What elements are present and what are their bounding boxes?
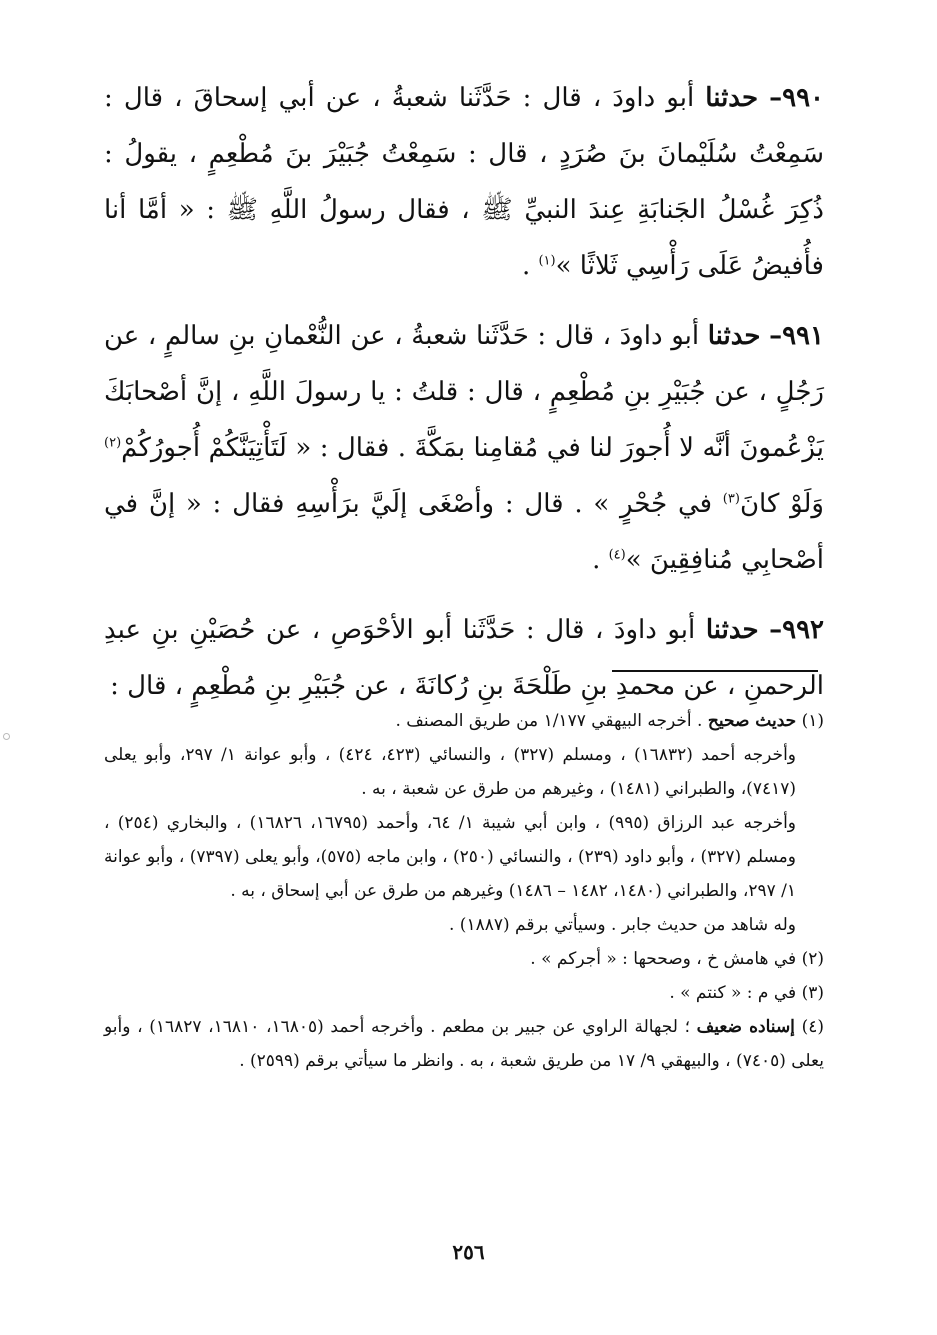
- footnote-separator: [612, 670, 818, 672]
- hadith-number: ٩٩١–: [769, 321, 824, 351]
- footnote-3: [104, 976, 824, 1010]
- hadith-text-cont: في جُحْرٍ » . قال : وأصْغَى إلَيَّ برَأْسِهِ فقال : « إنَّ في أصْحابِي مُنافِقِينَ »: [104, 489, 824, 575]
- footnote-ref[interactable]: (٤): [608, 547, 626, 563]
- footnote-1-paragraph: وأخرجه عبد الرزاق (٩٩٥) ، وابن أبي شيبة ١/ ٦٤، وأحمد (١٦٧٩٥، ١٦٨٢٦) ، والبخاري (٢٥٤) ، ومسلم (٣٢٧) ، وأبو داود (٢٣٩) ، والنسائي (٢٥٠) ، وابن ماجه (٥٧٥)، وأبو يعلى (٧٣٩٧) ، وأبو عوانة ١/ ٢٩٧، والطبراني (١٤٨٠، ١٤٨٢ – ١٤٨٦) وغيرهم من طرق عن أبي إسحاق ، به .: [104, 813, 797, 901]
- hadith-end: .: [521, 251, 539, 281]
- footnote-label: (٣): [801, 983, 824, 1003]
- hadith-text-cont: وَلَوْ كانَ: [739, 489, 824, 519]
- footnote-1: [104, 704, 824, 738]
- hadith-opening: حدثنا: [707, 321, 761, 351]
- footnote-text: في هامش خ ، وصححها : « أجركم » .: [530, 949, 797, 969]
- hadith-text: أبو داودَ ، قال : حَدَّثَنا شعبةُ ، عن النُّعْمانِ بنِ سالمٍ ، عن رَجُلٍ ، عن جُبَيْرِ بنِ مُطْعِمٍ ، قال : قلتُ : يا رسولَ اللَّهِ ، إنَّ أصْحابَكَ يَزْعُمونَ أنَّه لا أُجورَ لنا في مُقامِنا بمَكَّةَ . فقال : « لَتَأْتِيَنَّكُمْ أُجورُكُمْ: [104, 321, 824, 463]
- hadith-text: أبو داودَ ، قال : حَدَّثَنا شعبةُ ، عن أبي إسحاقَ ، قال : سَمِعْتُ سُلَيْمانَ بنَ صُرَدٍ ، قال : سَمِعْتُ جُبَيْرَ بنَ مُطْعِمٍ ، يقولُ : ذُكِرَ غُسْلُ الجَنابَةِ عِندَ النبيِّ ﷺ ، فقال رسولُ اللَّهِ ﷺ : « أمَّا أنا فأُفيضُ عَلَى رَأْسِي ثَلاثًا »: [104, 83, 824, 281]
- page-number: ٢٥٦: [452, 1240, 485, 1264]
- footnote-ref[interactable]: (١): [538, 253, 556, 269]
- footnotes: [104, 704, 824, 1078]
- margin-circle-mark: [3, 733, 10, 740]
- footnote-text: في م : « كنتم » .: [669, 983, 797, 1003]
- hadith-entry-990: [104, 70, 824, 294]
- hadith-entry-992: [104, 602, 824, 714]
- footnote-ref[interactable]: (٣): [722, 491, 740, 507]
- footnote-label: (١): [801, 711, 824, 731]
- hadith-number: ٩٩٠–: [769, 83, 825, 113]
- footnote-1-paragraph: وأخرجه أحمد (١٦٨٣٢) ، ومسلم (٣٢٧) ، والنسائي (٤٢٣، ٤٢٤) ، وأبو عوانة ١/ ٢٩٧، وأبو يعلى (٧٤١٧)، والطبراني (١٤٨١) ، وغيرهم من طرق عن شعبة ، به .: [104, 745, 796, 799]
- hadith-opening: حدثنا: [705, 615, 759, 645]
- main-text: [104, 70, 824, 728]
- footnote-text: . أخرجه البيهقي ١/١٧٧ من طريق المصنف .: [395, 711, 703, 731]
- footnote-1-paragraph: وله شاهد من حديث جابر . وسيأتي برقم (١٨٨٧) .: [449, 915, 796, 935]
- footnote-ref[interactable]: (٢): [104, 435, 122, 451]
- footnote-2: [104, 942, 824, 976]
- footnote-text: ؛ لجهالة الراوي عن جبير بن مطعم . وأخرجه أحمد (١٦٨٠٥، ١٦٨١٠، ١٦٨٢٧) ، وأبو يعلى (٧٤٠٥) ، والبيهقي ٩/ ١٧ من طريق شعبة ، به . وانظر ما سيأتي برقم (٢٥٩٩) .: [104, 1017, 824, 1071]
- hadith-end: .: [592, 545, 609, 575]
- hadith-entry-991: [104, 308, 824, 588]
- hadith-text: أبو داودَ ، قال : حَدَّثَنا أبو الأحْوَصِ ، عن حُصَيْنِ بنِ عبدِ الرحمنِ ، عن محمدِ بنِ طَلْحَةَ بنِ رُكانَةَ ، عن جُبَيْرِ بنِ مُطْعِمٍ ، قال :: [104, 615, 824, 701]
- grading: حديث صحيح: [707, 711, 797, 731]
- footnote-4: [104, 1010, 824, 1078]
- footnote-label: (٤): [801, 1017, 824, 1037]
- hadith-opening: حدثنا: [705, 83, 759, 113]
- grading: إسناده ضعيف: [696, 1017, 795, 1037]
- footnote-label: (٢): [801, 949, 824, 969]
- hadith-number: ٩٩٢–: [769, 615, 825, 645]
